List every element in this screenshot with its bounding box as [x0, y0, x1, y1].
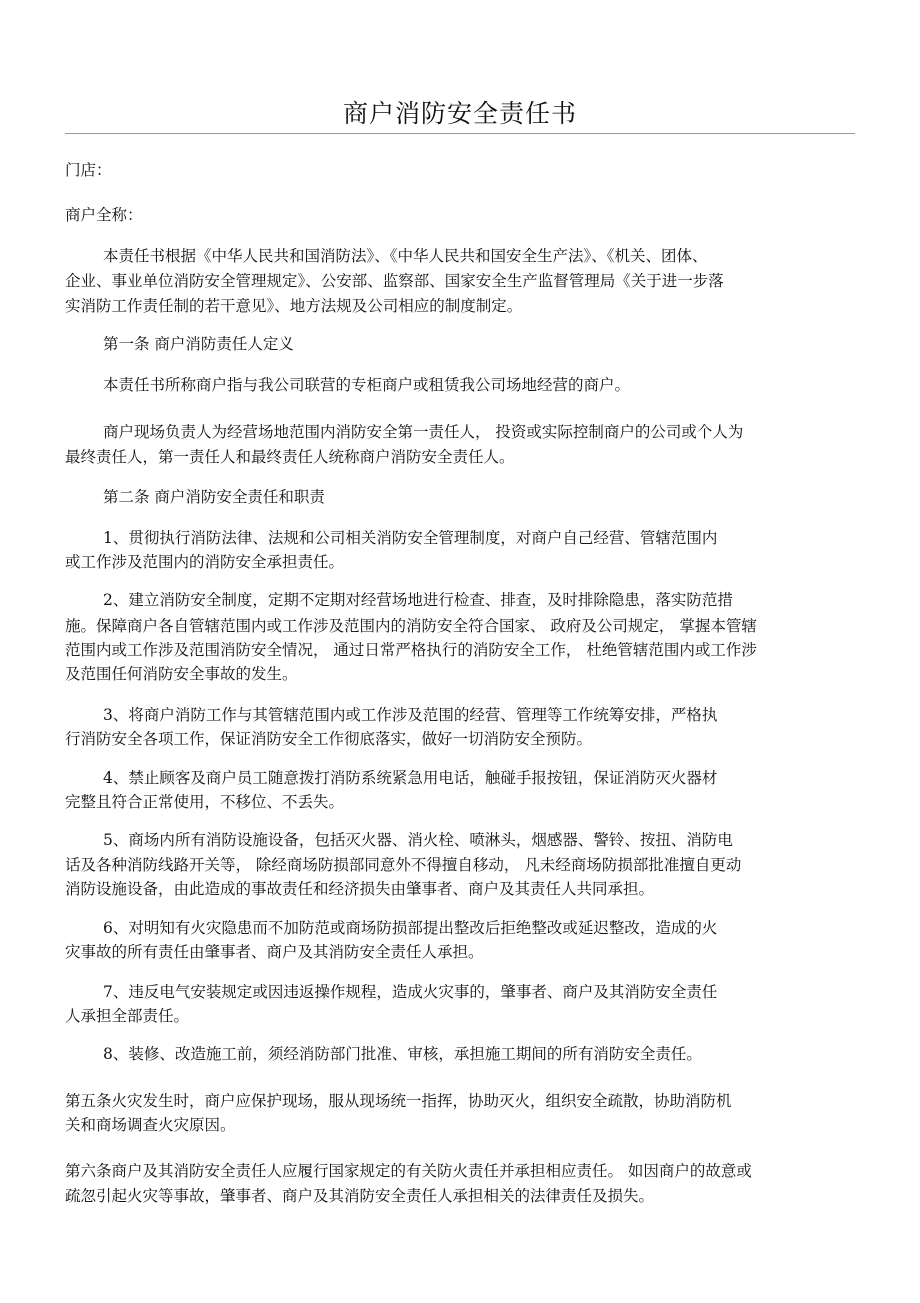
- article1-heading: 第一条 商户消防责任人定义: [103, 335, 294, 353]
- item-line: 6、对明知有火灾隐患而不加防范或商场防损部提出整改后拒绝整改或延迟整改，造成的火: [103, 919, 718, 937]
- article5-line: 关和商场调查火灾原因。: [65, 1116, 236, 1134]
- title-divider: [65, 133, 855, 134]
- item-line: 3、将商户消防工作与其管辖范围内或工作涉及范围的经营、管理等工作统筹安排，严格执: [103, 706, 718, 724]
- intro-line: 实消防工作责任制的若干意见》、地方法规及公司相应的制度制定。: [65, 297, 523, 315]
- article6-line: 第六条商户及其消防安全责任人应履行国家规定的有关防火责任并承担相应责任。 如因商户的故意或: [65, 1162, 752, 1180]
- item-line: 人承担全部责任。: [65, 1007, 190, 1025]
- intro-line: 企业、事业单位消防安全管理规定》、公安部、监察部、国家安全生产监督管理局《关于进一步落: [65, 272, 724, 290]
- item-line: 2、建立消防安全制度，定期不定期对经营场地进行检查、排查，及时排除隐患，落实防范措: [103, 591, 733, 609]
- article1-paragraph-line: 商户现场负责人为经营场地范围内消防安全第一责任人， 投资或实际控制商户的公司或个人为: [103, 423, 744, 441]
- item-line: 话及各种消防线路开关等， 除经商场防损部同意外不得擅自移动， 凡未经商场防损部批准擅自更动: [65, 856, 742, 874]
- item-line: 施。保障商户各自管辖范围内或工作涉及范围内的消防安全符合国家、 政府及公司规定， 掌握本管辖: [65, 617, 757, 635]
- item-line: 行消防安全各项工作，保证消防安全工作彻底落实，做好一切消防安全预防。: [65, 730, 593, 748]
- article1-paragraph-line: 最终责任人，第一责任人和最终责任人统称商户消防安全责任人。: [65, 448, 515, 466]
- intro-line: 本责任书根据《中华人民共和国消防法》、《中华人民共和国安全生产法》、《机关、团体、: [103, 247, 708, 265]
- item-line: 或工作涉及范围内的消防安全承担责任。: [65, 553, 345, 571]
- merchant-label: 商户全称：: [65, 206, 143, 224]
- document-title: 商户消防安全责任书: [342, 99, 577, 128]
- article6-line: 疏忽引起火灾等事故，肇事者、商户及其消防安全责任人承担相关的法律责任及损失。: [65, 1187, 655, 1205]
- article5-line: 第五条火灾发生时，商户应保护现场，服从现场统一指挥，协助灭火，组织安全疏散，协助消防机: [65, 1092, 732, 1110]
- item-line: 灾事故的所有责任由肇事者、商户及其消防安全责任人承担。: [65, 943, 484, 961]
- article1-paragraph: 本责任书所称商户指与我公司联营的专柜商户或租赁我公司场地经营的商户。: [103, 376, 631, 394]
- item-line: 8、装修、改造施工前，须经消防部门批准、审核，承担施工期间的所有消防安全责任。: [103, 1045, 702, 1063]
- item-line: 5、商场内所有消防设施设备，包括灭火器、消火栓、喷淋头，烟感器、警铃、按扭、消防电: [103, 831, 733, 849]
- item-line: 及范围任何消防安全事故的发生。: [65, 665, 298, 683]
- store-label: 门店：: [65, 161, 112, 179]
- item-line: 4、禁止顾客及商户员工随意拨打消防系统紧急用电话，触碰手报按钮，保证消防灭火器材: [103, 769, 718, 787]
- article2-heading: 第二条 商户消防安全责任和职责: [103, 488, 325, 506]
- item-line: 1、贯彻执行消防法律、法规和公司相关消防安全管理制度，对商户自己经营、管辖范围内: [103, 529, 718, 547]
- item-line: 7、违反电气安装规定或因违返操作规程，造成火灾事的，肇事者、商户及其消防安全责任: [103, 983, 718, 1001]
- item-line: 完整且符合正常使用，不移位、不丢失。: [65, 793, 345, 811]
- item-line: 范围内或工作涉及范围消防安全情况， 通过日常严格执行的消防安全工作， 杜绝管辖范围内或工作涉: [65, 641, 757, 659]
- item-line: 消防设施设备，由此造成的事故责任和经济损失由肇事者、商户及其责任人共同承担。: [65, 880, 655, 898]
